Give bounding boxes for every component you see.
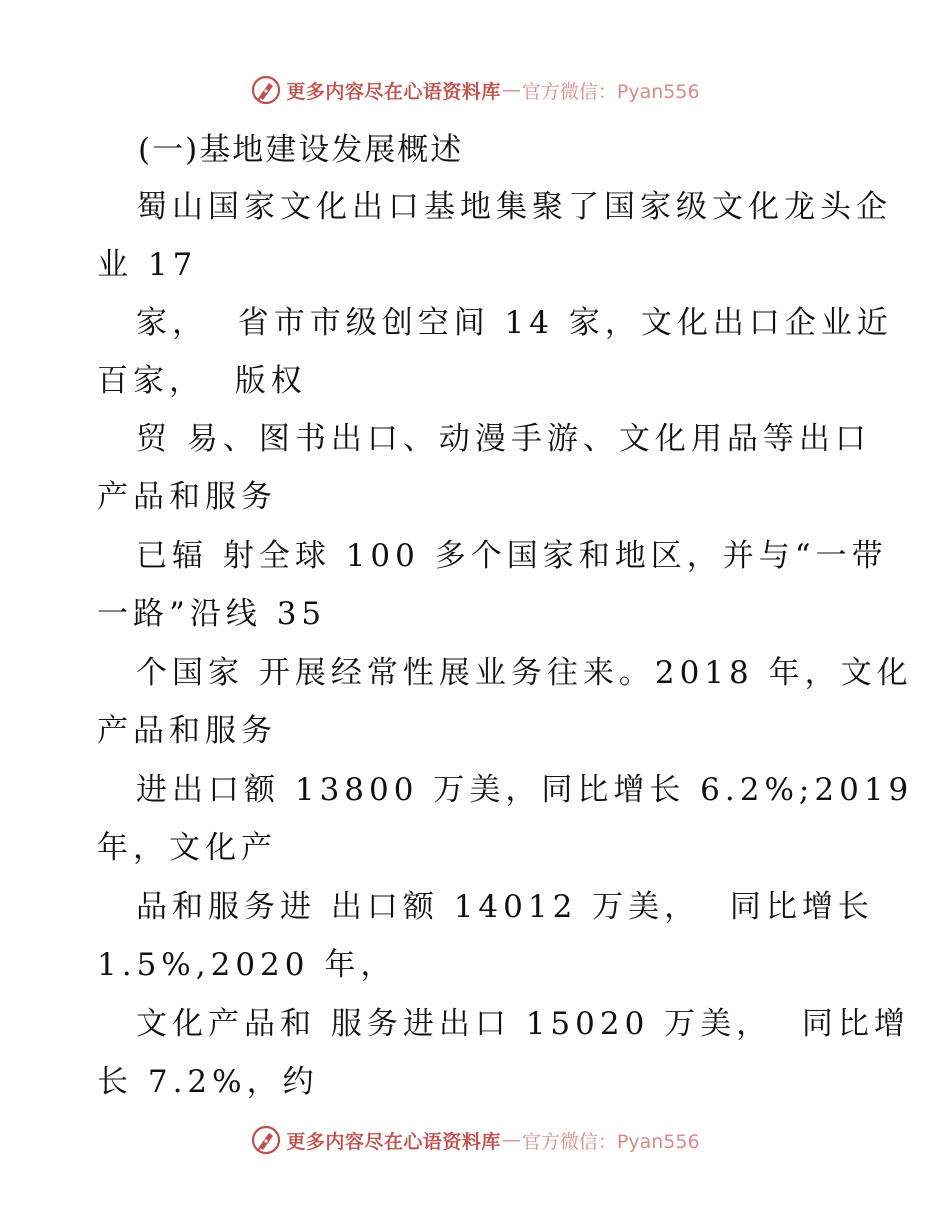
pen-nib-logo-icon <box>250 1124 282 1156</box>
body-line: 蜀山国家文化出口基地集聚了国家级文化龙头企 <box>136 189 892 225</box>
watermark-footer <box>0 1120 950 1160</box>
body-line: 百家， 版权 <box>97 363 307 399</box>
body-line: 年，文化产 <box>97 830 277 866</box>
body-line: 产品和服务 <box>97 713 277 749</box>
body-line: 文化产品和 服务进出口 15020 万美， 同比增 <box>136 1006 910 1042</box>
body-line: 长 7.2%，约 <box>97 1064 319 1100</box>
watermark-wechat: 官方微信：Pyan556 <box>521 1130 700 1153</box>
body-line: 一路”沿线 35 <box>97 596 327 632</box>
body-line: 进出口额 13800 万美，同比增长 6.2%;2019 <box>136 772 914 808</box>
body-line: 业 17 <box>97 247 198 283</box>
watermark-brand: 更多内容尽在心语资料库 <box>286 1130 501 1153</box>
watermark-header <box>0 70 950 110</box>
pen-nib-logo-icon <box>250 74 282 106</box>
body-line: 1.5%,2020 年， <box>97 947 397 983</box>
body-line: 个国家 开展经常性展业务往来。2018 年，文化 <box>136 655 913 691</box>
watermark-dash: — <box>501 79 521 101</box>
body-line: 品和服务进 出口额 14012 万美， 同比增长 <box>136 889 874 925</box>
body-line: 贸 易、图书出口、动漫手游、文化用品等出口 <box>136 421 871 457</box>
section-heading: (一)基地建设发展概述 <box>138 132 464 168</box>
body-line: 家， 省市市级创空间 14 家，文化出口企业近 <box>136 305 893 341</box>
watermark-brand: 更多内容尽在心语资料库 <box>286 80 501 103</box>
watermark-dash: — <box>501 1129 521 1151</box>
body-line: 产品和服务 <box>97 479 277 515</box>
body-line: 已辐 射全球 100 多个国家和地区，并与“一带 <box>136 538 888 574</box>
watermark-wechat: 官方微信：Pyan556 <box>521 80 700 103</box>
